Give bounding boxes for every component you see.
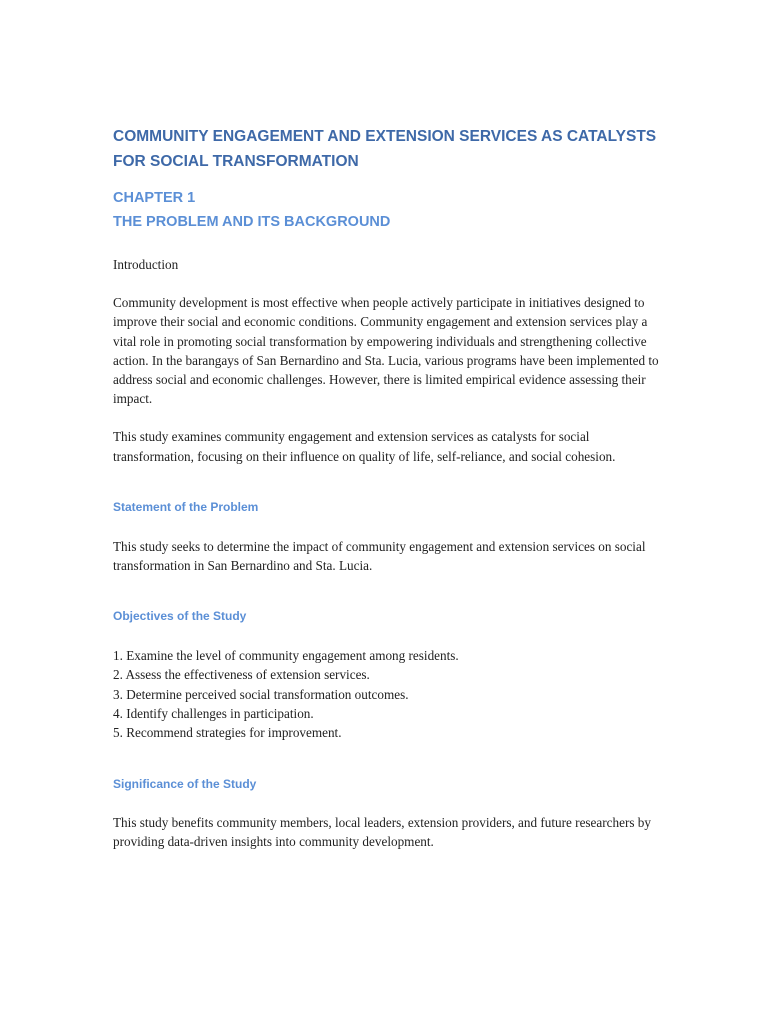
significance-heading: Significance of the Study [113, 777, 257, 792]
document-title-line-2: FOR SOCIAL TRANSFORMATION [113, 153, 359, 170]
chapter-label: CHAPTER 1 [113, 190, 196, 206]
objective-item: 3. Determine perceived social transformation outcomes. [113, 686, 409, 702]
statement-of-problem-heading: Statement of the Problem [113, 499, 259, 514]
objectives-list [113, 646, 661, 742]
document-title [113, 124, 661, 174]
document-page [113, 124, 661, 852]
objective-item: 4. Identify challenges in participation. [113, 705, 314, 721]
chapter-heading [113, 186, 661, 234]
objective-item: 5. Recommend strategies for improvement. [113, 725, 342, 741]
objectives-heading: Objectives of the Study [113, 609, 247, 624]
chapter-title: THE PROBLEM AND ITS BACKGROUND [113, 214, 391, 230]
introduction-paragraph-1: Community development is most effective when people actively participate in initiatives designed to improve their social and economic conditions. Community engagement and extension services play a vital role in promoting social transformation by empowering individuals and strengthening collective action. In the barangays of San Bernardino and Sta. Lucia, various programs have been implemented to address social and economic challenges. However, there is limited empirical evidence assessing their impact. [113, 295, 659, 407]
introduction-label: Introduction [113, 257, 179, 272]
statement-of-problem-paragraph: This study seeks to determine the impact of community engagement and extension services on social transformation in San Bernardino and Sta. Lucia. [113, 538, 646, 574]
introduction-paragraph-2: This study examines community engagement and extension services as catalysts for social transformation, focusing on their influence on quality of life, self-reliance, and social cohesion. [113, 429, 616, 464]
document-title-line-1: COMMUNITY ENGAGEMENT AND EXTENSION SERVICES AS CATALYSTS [113, 128, 657, 145]
objective-item: 2. Assess the effectiveness of extension services. [113, 667, 370, 683]
significance-paragraph: This study benefits community members, local leaders, extension providers, and future researchers by providing data-driven insights into community development. [113, 815, 651, 850]
objective-item: 1. Examine the level of community engagement among residents. [113, 648, 459, 664]
